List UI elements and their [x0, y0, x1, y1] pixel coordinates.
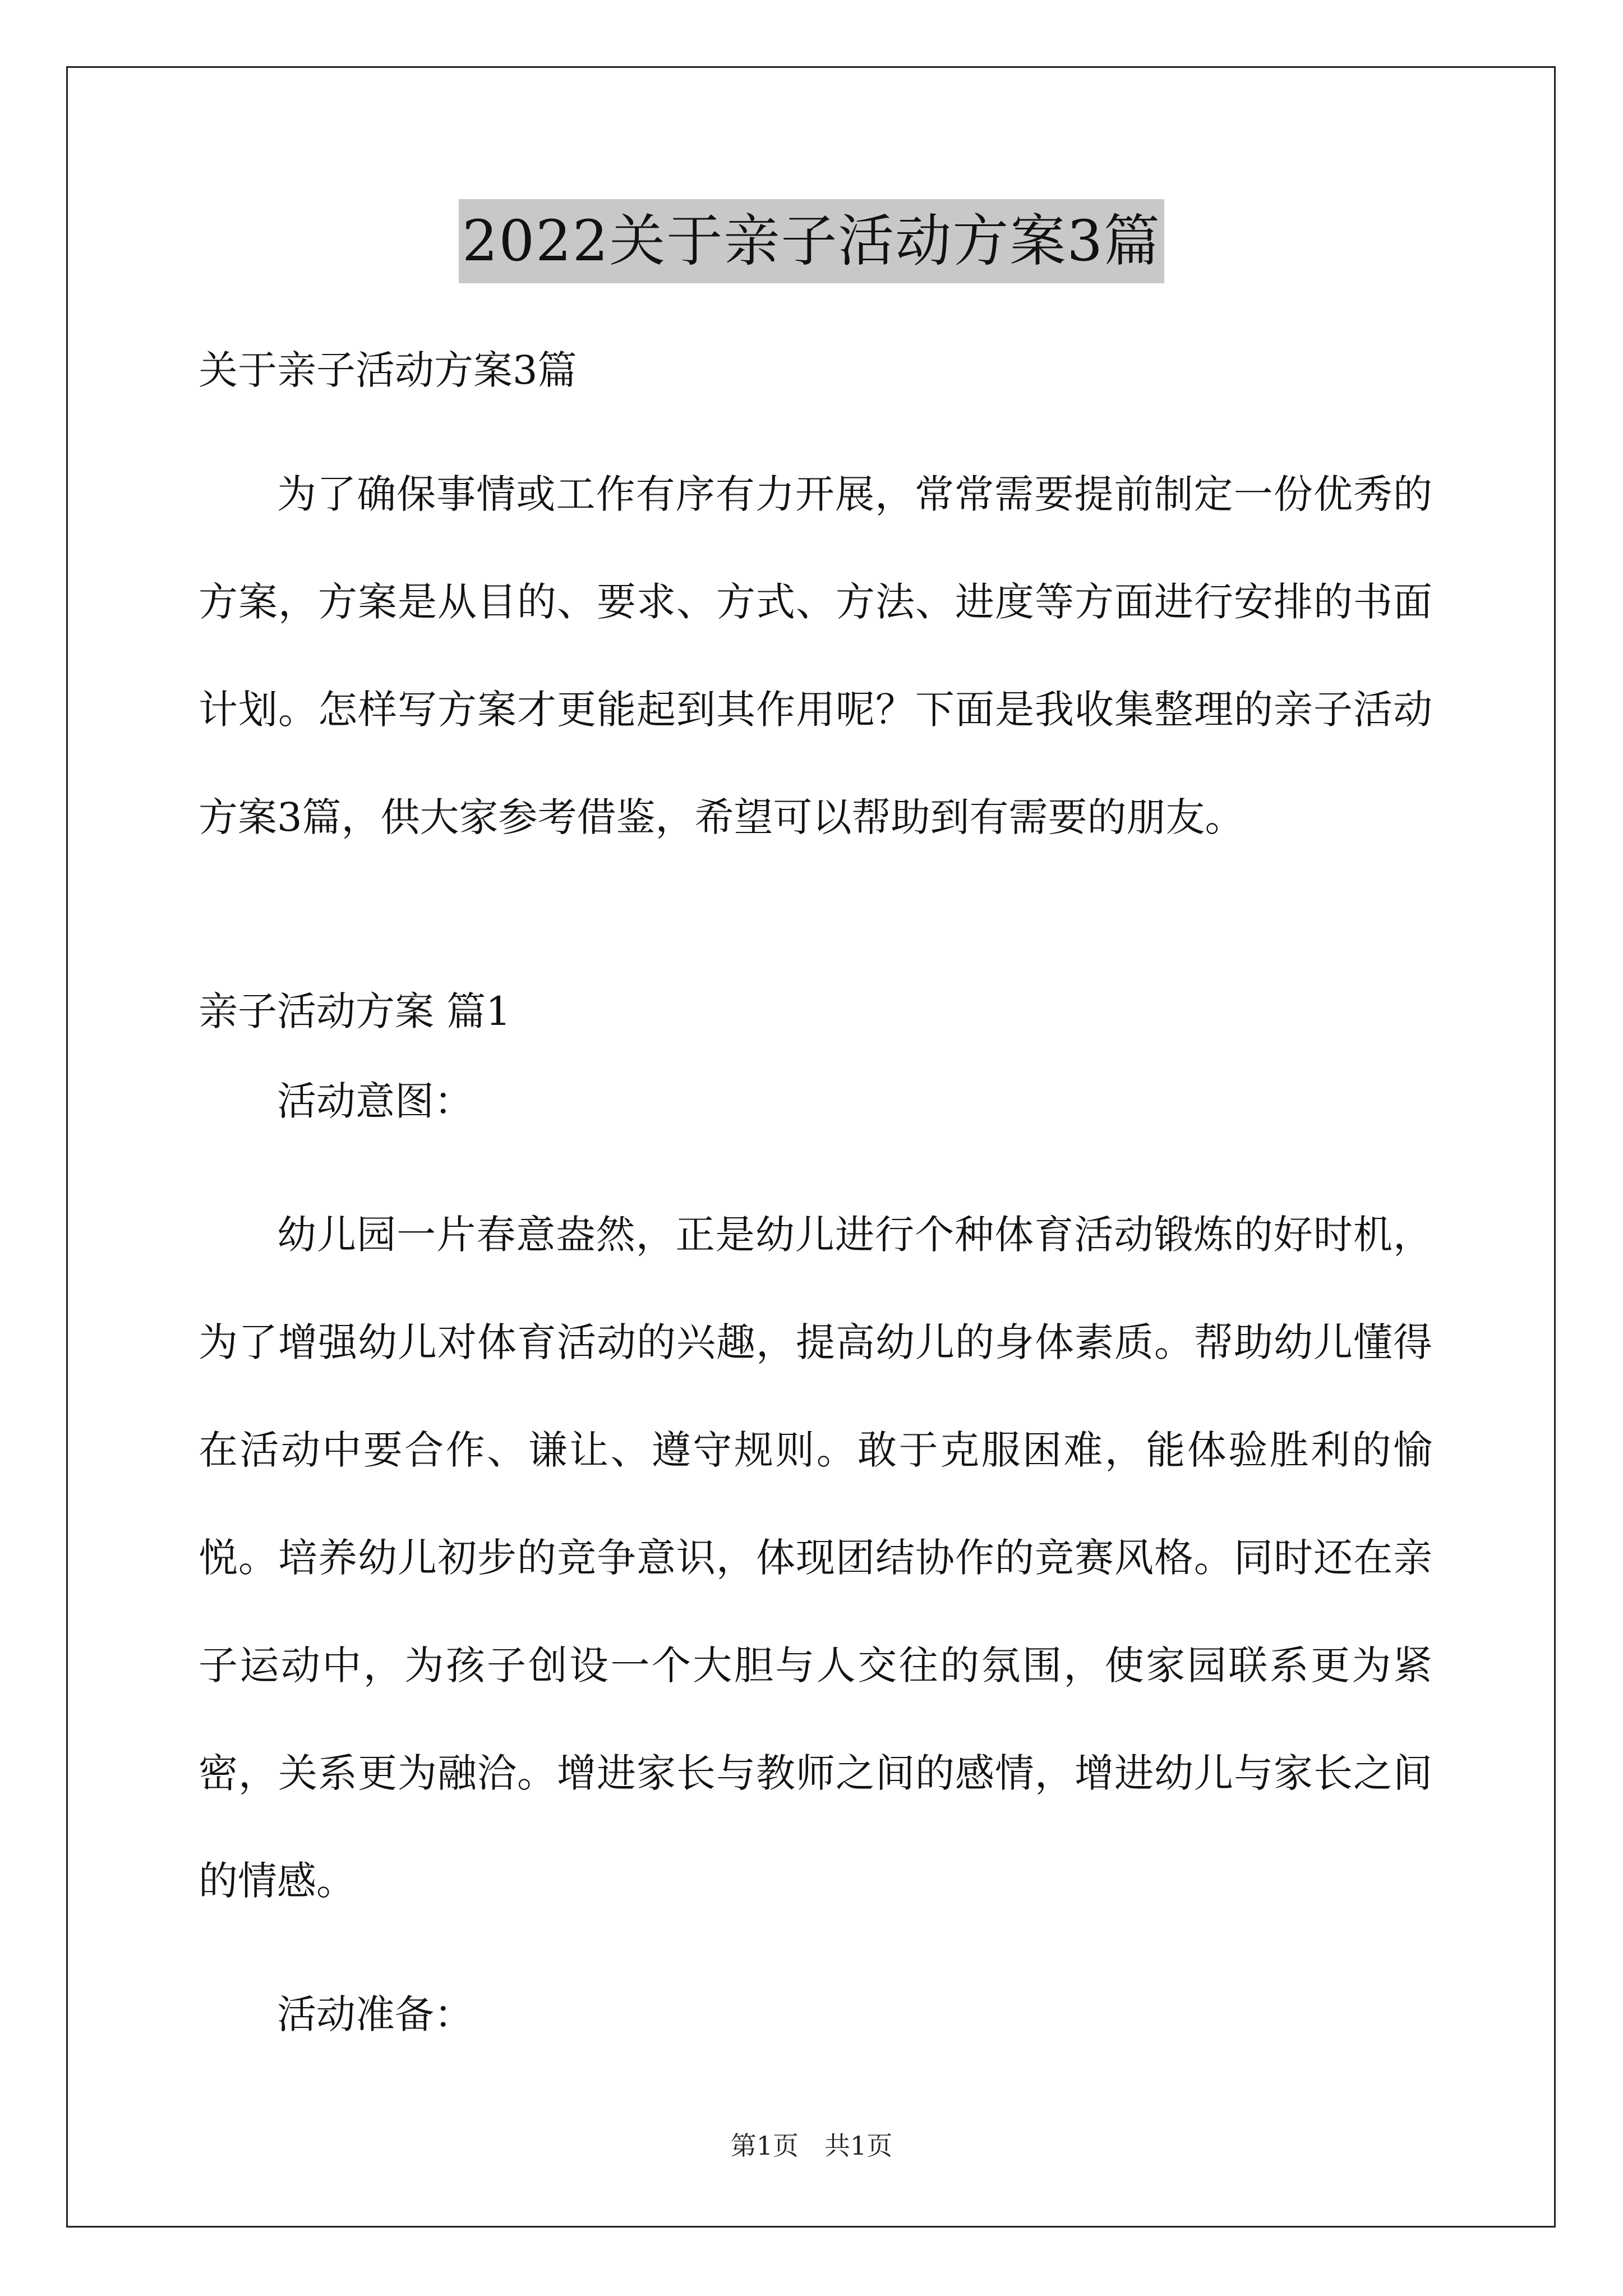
page-footer: 第1页 共1页: [730, 2131, 893, 2161]
intro-paragraph: 为了确保事情或工作有序有力开展，常常需要提前制定一份优秀的方案，方案是从目的、要求、方式、方法、进度等方面进行安排的书面计划。怎样写方案才更能起到其作用呢？下面是我收集整理的亲子活动方案3篇，供大家参考借鉴，希望可以帮助到有需要的朋友。: [199, 471, 1432, 840]
preparation-label: 活动准备：: [277, 1991, 473, 2037]
section-heading: 亲子活动方案 篇1: [199, 988, 511, 1034]
title-container: [0, 199, 1623, 283]
document-body: [199, 342, 1432, 2094]
document-subtitle: 关于亲子活动方案3篇: [199, 347, 577, 393]
document-title: 2022关于亲子活动方案3篇: [459, 199, 1164, 283]
intent-paragraph: 幼儿园一片春意盎然，正是幼儿进行个种体育活动锻炼的好时机，为了增强幼儿对体育活动的兴趣，提高幼儿的身体素质。帮助幼儿懂得在活动中要合作、谦让、遵守规则。敢于克服困难，能体验胜利的愉悦。培养幼儿初步的竞争意识，体现团结协作的竞赛风格。同时还在亲子运动中，为孩子创设一个大胆与人交往的氛围，使家园联系更为紧密，关系更为融洽。增进家长与教师之间的感情，增进幼儿与家长之间的情感。: [199, 1212, 1432, 1904]
intent-label: 活动意图：: [277, 1078, 473, 1124]
